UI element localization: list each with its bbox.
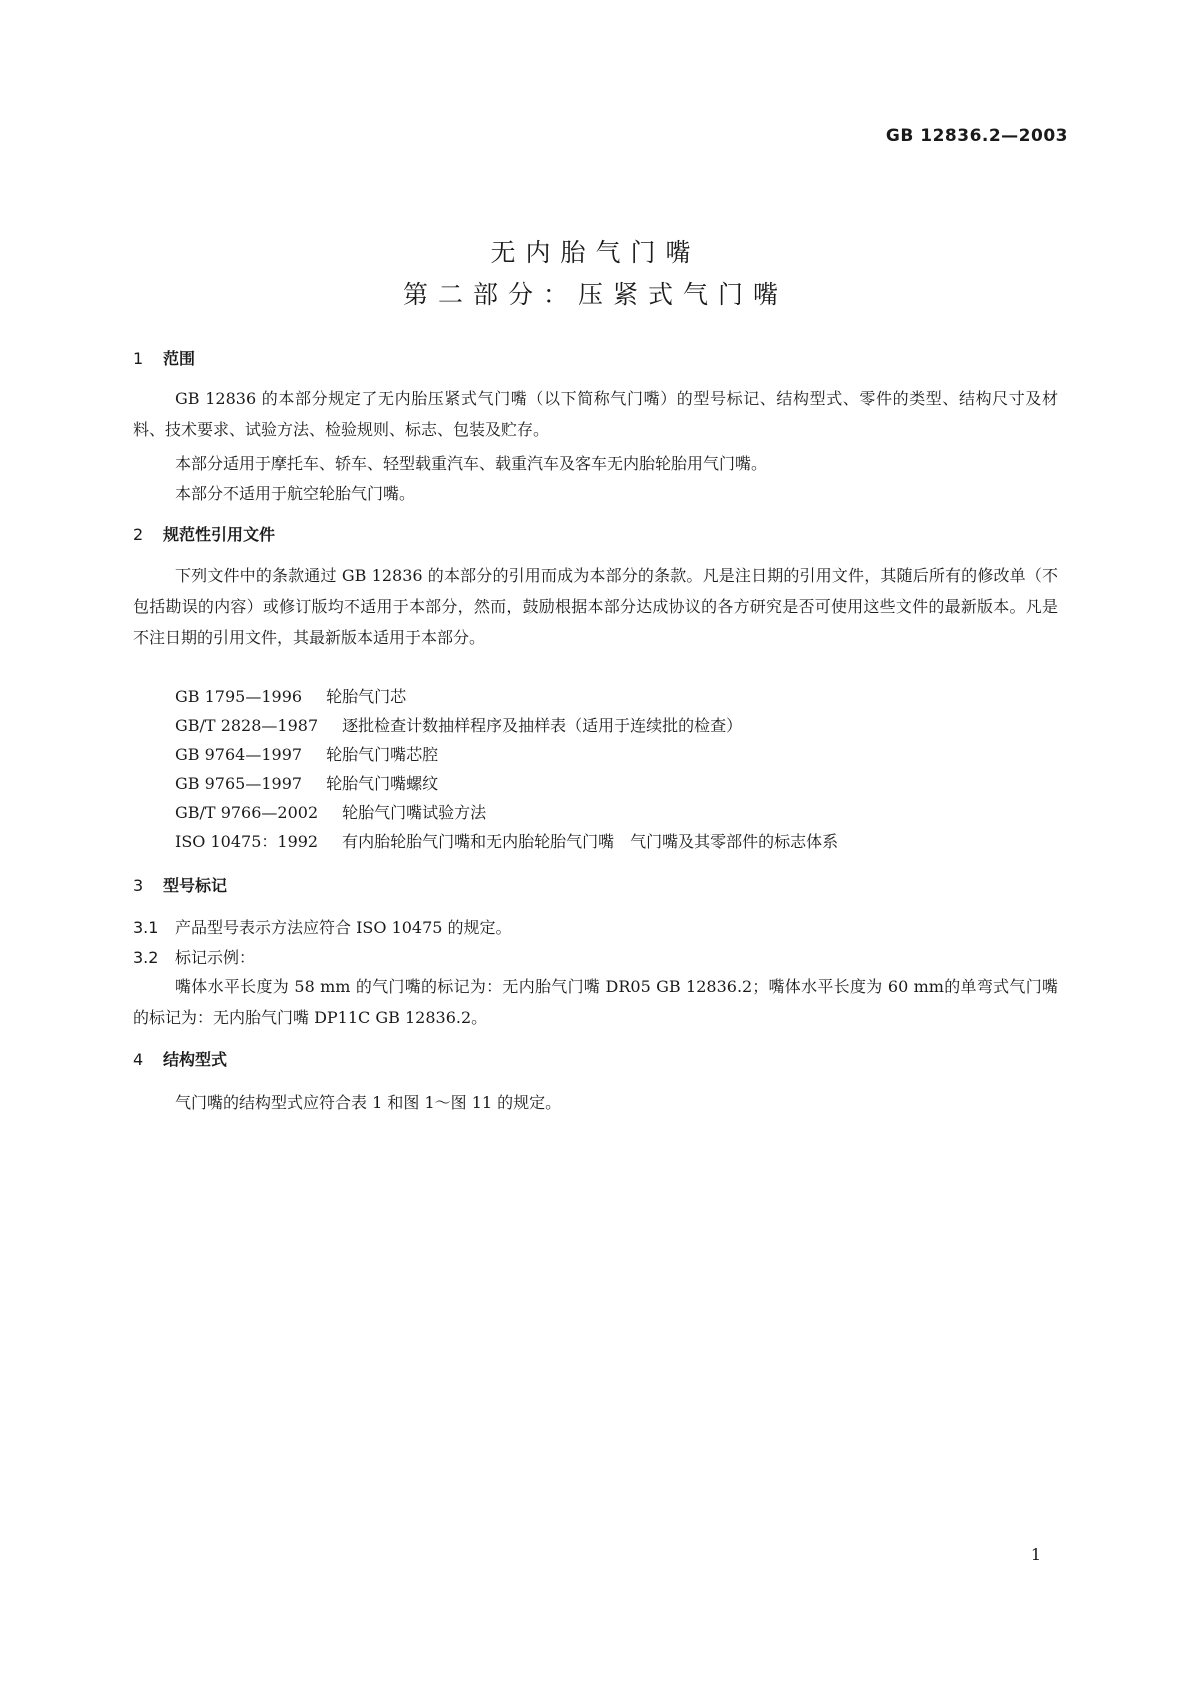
reference-title: 轮胎气门芯	[326, 687, 407, 706]
section-1-scope-excluded: 本部分不适用于航空轮胎气门嘴。	[175, 484, 416, 503]
subsection-number: 3.2	[133, 948, 159, 967]
section-2-heading	[133, 522, 275, 545]
section-2-intro: 下列文件中的条款通过 GB 12836 的本部分的引用而成为本部分的条款。凡是注日期的引用文件，其随后所有的修改单（不包括勘误的内容）或修订版均不适用于本部分，然而，鼓励根据本部分达成协议的各方研究是否可使用这些文件的最新版本。凡是不注日期的引用文件，其最新版本适用于本部分。	[133, 566, 1058, 647]
subsection-text: 产品型号表示方法应符合 ISO 10475 的规定。	[175, 918, 512, 937]
reference-title: 轮胎气门嘴芯腔	[326, 745, 439, 764]
reference-item	[175, 800, 486, 823]
section-title: 规范性引用文件	[163, 525, 276, 544]
section-number: 3	[133, 876, 144, 895]
reference-item	[175, 684, 406, 707]
standard-number: GB 12836.2—2003	[885, 126, 1068, 146]
section-1-scope-applicable: 本部分适用于摩托车、轿车、轻型载重汽车、载重汽车及客车无内胎轮胎用气门嘴。	[175, 454, 768, 473]
reference-title: 有内胎轮胎气门嘴和无内胎轮胎气门嘴 气门嘴及其零部件的标志体系	[342, 832, 839, 851]
page-number: 1	[1030, 1545, 1041, 1564]
reference-title: 轮胎气门嘴螺纹	[326, 774, 439, 793]
reference-code: GB/T 2828—1987	[175, 716, 319, 735]
reference-title: 轮胎气门嘴试验方法	[342, 803, 487, 822]
section-number: 2	[133, 525, 144, 544]
section-3-heading	[133, 873, 227, 896]
section-title: 结构型式	[163, 1050, 228, 1069]
reference-code: GB 9765—1997	[175, 774, 303, 793]
reference-item	[175, 742, 438, 765]
section-number: 1	[133, 349, 144, 368]
marking-example: 嘴体水平长度为 58 mm 的气门嘴的标记为：无内胎气门嘴 DR05 GB 12836.2；嘴体水平长度为 60 mm的单弯式气门嘴的标记为：无内胎气门嘴 DP11C GB 12836.2。	[133, 977, 1058, 1027]
section-1-heading	[133, 346, 195, 369]
reference-code: ISO 10475：1992	[175, 832, 319, 851]
section-1-paragraph: GB 12836 的本部分规定了无内胎压紧式气门嘴（以下简称气门嘴）的型号标记、结构型式、零件的类型、结构尺寸及材料、技术要求、试验方法、检验规则、标志、包装及贮存。	[133, 389, 1058, 439]
reference-title: 逐批检查计数抽样程序及抽样表（适用于连续批的检查）	[342, 716, 743, 735]
section-title: 型号标记	[163, 876, 228, 895]
document-title: 无内胎气门嘴	[490, 238, 701, 267]
reference-code: GB/T 9766—2002	[175, 803, 319, 822]
reference-item	[175, 713, 742, 736]
subsection-text: 标记示例：	[175, 948, 256, 967]
subsection-3-1	[133, 915, 512, 938]
document-subtitle: 第二部分：压紧式气门嘴	[402, 280, 788, 309]
section-4-heading	[133, 1047, 227, 1070]
subsection-3-2	[133, 945, 255, 968]
reference-item	[175, 771, 438, 794]
subsection-number: 3.1	[133, 918, 159, 937]
section-title: 范围	[163, 349, 196, 368]
section-number: 4	[133, 1050, 144, 1069]
section-4-text: 气门嘴的结构型式应符合表 1 和图 1～图 11 的规定。	[175, 1093, 562, 1112]
reference-item	[175, 829, 838, 852]
reference-code: GB 1795—1996	[175, 687, 303, 706]
reference-code: GB 9764—1997	[175, 745, 303, 764]
